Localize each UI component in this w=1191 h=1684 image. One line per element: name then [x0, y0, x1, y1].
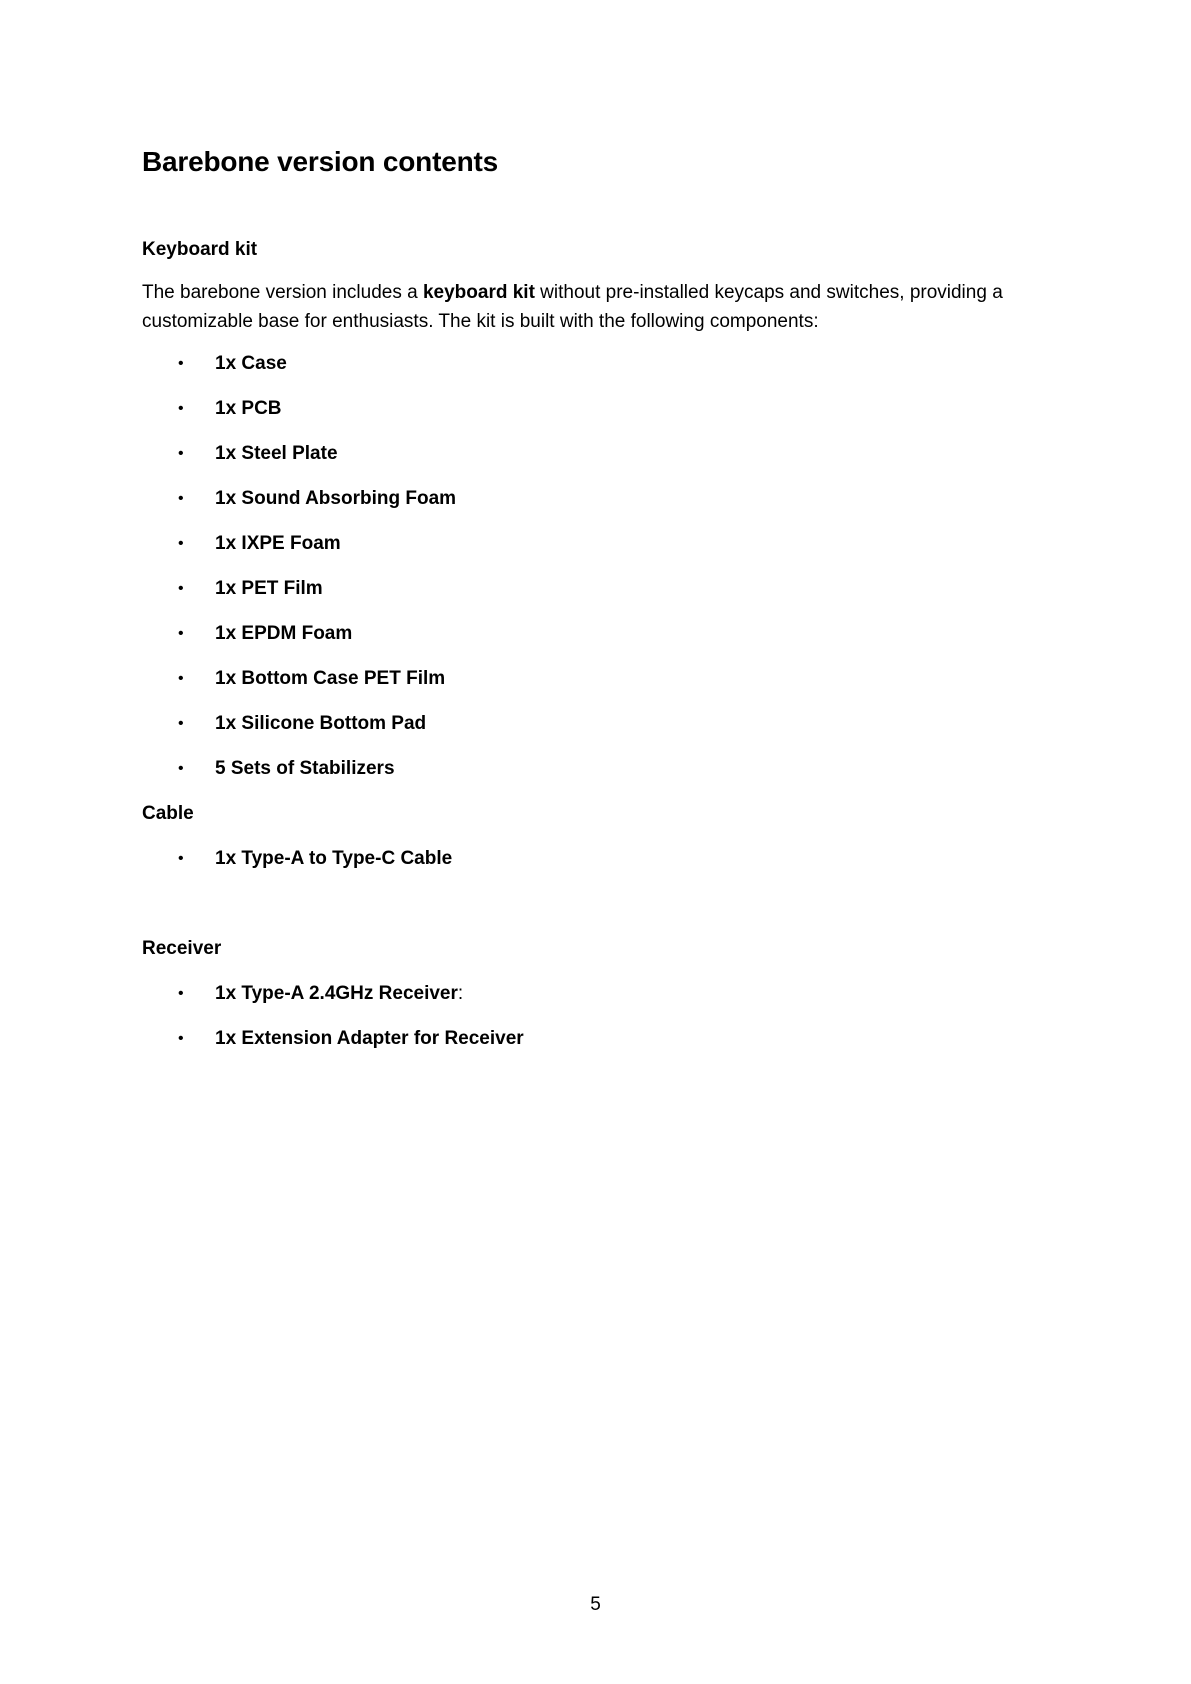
bullet-icon: •: [178, 580, 184, 597]
list-item-suffix: :: [457, 983, 464, 1004]
bullet-icon: •: [178, 715, 184, 732]
list-item: [142, 440, 1062, 485]
list-item-text: 1x Type-A 2.4GHz Receiver: [215, 983, 458, 1004]
list-item-text: 1x Case: [215, 353, 287, 374]
bullet-icon: •: [178, 355, 184, 372]
bullet-icon: •: [178, 1030, 184, 1047]
list-item: [142, 395, 1062, 440]
bullet-icon: •: [178, 760, 184, 777]
page-number: 5: [590, 1594, 601, 1615]
list-item: [142, 980, 1062, 1025]
list-item: [142, 755, 1062, 800]
list-item: [142, 530, 1062, 575]
intro-text-start: The barebone version includes a: [142, 282, 423, 303]
keyboard-kit-list: [142, 350, 1062, 800]
receiver-list: [142, 980, 1062, 1070]
bullet-icon: •: [178, 625, 184, 642]
list-item-text: 1x Steel Plate: [215, 443, 338, 464]
list-item: [142, 350, 1062, 395]
list-item-text: 1x Extension Adapter for Receiver: [215, 1028, 524, 1049]
list-item: [142, 1025, 1062, 1070]
bullet-icon: •: [178, 670, 184, 687]
cable-heading: Cable: [142, 803, 194, 824]
bullet-icon: •: [178, 985, 184, 1002]
list-item-text: 1x Type-A to Type-C Cable: [215, 848, 453, 869]
list-item: [142, 485, 1062, 530]
cable-list: [142, 845, 1062, 890]
list-item: [142, 620, 1062, 665]
list-item-text: 1x PCB: [215, 398, 282, 419]
keyboard-kit-heading: Keyboard kit: [142, 239, 258, 260]
intro-text-end: without pre-installed keycaps and switches, providing a customizable base for enthusiasts. The kit is built with the following components:: [142, 282, 1003, 332]
list-item-text: 1x EPDM Foam: [215, 623, 353, 644]
page-content: [142, 140, 1062, 1070]
list-item-text: 5 Sets of Stabilizers: [215, 758, 395, 779]
receiver-heading: Receiver: [142, 938, 222, 959]
keyboard-kit-intro: [142, 278, 1062, 336]
list-item-text: 1x Sound Absorbing Foam: [215, 488, 457, 509]
list-item: [142, 575, 1062, 620]
bullet-icon: •: [178, 400, 184, 417]
bullet-icon: •: [178, 850, 184, 867]
list-item-text: 1x Silicone Bottom Pad: [215, 713, 427, 734]
list-item: [142, 710, 1062, 755]
list-item-text: 1x PET Film: [215, 578, 323, 599]
list-item: [142, 845, 1062, 890]
page-title: Barebone version contents: [142, 146, 498, 177]
bullet-icon: •: [178, 445, 184, 462]
bullet-icon: •: [178, 490, 184, 507]
list-item-text: 1x Bottom Case PET Film: [215, 668, 446, 689]
list-item: [142, 665, 1062, 710]
intro-text-bold: keyboard kit: [422, 282, 535, 303]
bullet-icon: •: [178, 535, 184, 552]
list-item-text: 1x IXPE Foam: [215, 533, 341, 554]
